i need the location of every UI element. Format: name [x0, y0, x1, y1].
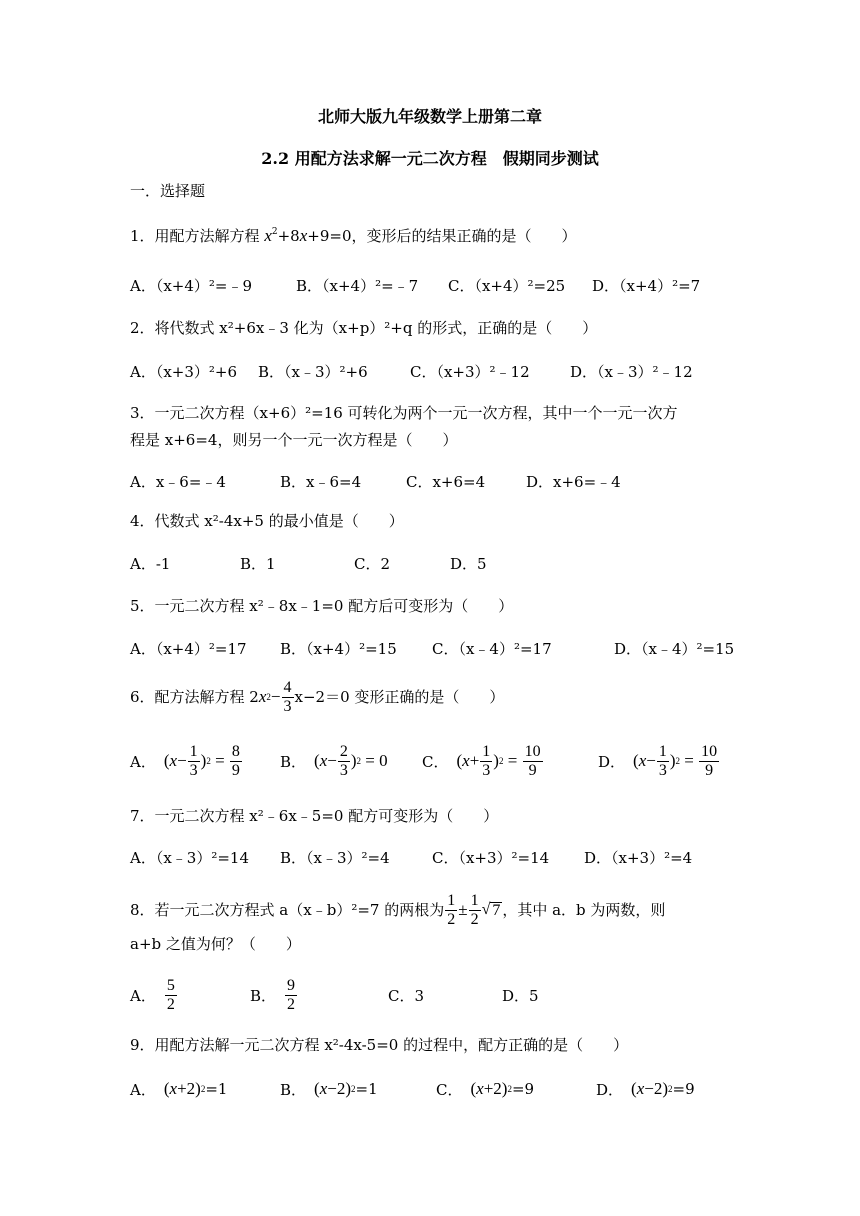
question-8-options: [130, 972, 740, 1018]
question-7-option-a[interactable]: A．（x﹣3）²=14: [130, 848, 250, 867]
question-1: 1．用配方法解方程 $x^2+8x+9=0$，变形后的结果正确的是（ ）: [130, 226, 577, 245]
question-5-option-d[interactable]: D．（x﹣4）²=15: [614, 639, 735, 658]
question-8-option-b[interactable]: B． $\frac{9}{2}$: [250, 976, 296, 1013]
question-4-option-c[interactable]: C．2: [354, 554, 391, 573]
question-3-line-1: 3．一元二次方程（x+6）²=16 可转化为两个一元一次方程，其中一个一元一次方: [130, 404, 678, 422]
question-2-option-d[interactable]: D．（x﹣3）²﹣12: [570, 362, 693, 381]
question-6: 6．配方法解方程 2 x 2 − $\frac{4}{3}$ x−2＝0 变形正确的是（ ）: [130, 678, 505, 715]
question-3-option-b[interactable]: B．x﹣6=4: [280, 472, 362, 491]
question-3-options: [130, 458, 740, 504]
question-4-option-d[interactable]: D．5: [450, 554, 487, 573]
question-2-option-a[interactable]: A．（x+3）²+6: [130, 362, 238, 381]
question-1-option-d[interactable]: D．（x+4）²=7: [592, 276, 701, 295]
question-7-option-b[interactable]: B．（x﹣3）²=4: [280, 848, 390, 867]
question-1-suffix: =0，变形后的结果正确的是（ ）: [329, 227, 577, 245]
question-1-option-c[interactable]: C．（x+4）²=25: [448, 276, 566, 295]
question-5: 5．一元二次方程 x²﹣8x﹣1=0 配方后可变形为（ ）: [130, 597, 514, 615]
question-3-option-a[interactable]: A．x﹣6=﹣4: [130, 472, 226, 491]
question-9-option-d[interactable]: D． ( x −2) 2 =9: [596, 1079, 695, 1099]
question-6-prefix: 6．配方法解方程 2: [130, 688, 259, 706]
question-8-line-1: 8．若一元二次方程式 a（x﹣b）²=7 的两根为 $\frac{1}{2}$ ± $\frac{1}{2}$ √ 7 ，其中 a．b 为两数，则: [130, 891, 666, 928]
question-8-suffix: ，其中 a．b 为两数，则: [502, 901, 666, 919]
document-subtitle: 2.2 用配方法求解一元二次方程 假期同步测试: [261, 149, 599, 168]
question-8-option-d[interactable]: D．5: [502, 986, 539, 1005]
question-6-option-d[interactable]: D． ( x − $\frac{1}{3}$ ) 2 = $\frac{10}{9}$: [598, 742, 718, 779]
question-5-option-a[interactable]: A．（x+4）²=17: [130, 639, 247, 658]
question-7-options: [130, 834, 740, 880]
question-4-options: [130, 540, 740, 586]
question-1-options: [130, 262, 740, 308]
question-3-option-d[interactable]: D．x+6=﹣4: [526, 472, 621, 491]
question-2: 2．将代数式 x²+6x﹣3 化为（x+p）²+q 的形式，正确的是（ ）: [130, 319, 598, 337]
question-8-option-c[interactable]: C．3: [388, 986, 425, 1005]
question-9-option-a[interactable]: A． ( x +2) 2 =1: [130, 1079, 228, 1099]
question-3-line-2: 程是 x+6=4，则另一个一元一次方程是（ ）: [130, 431, 458, 449]
question-9: 9．用配方法解一元二次方程 x²-4x-5=0 的过程中，配方正确的是（ ）: [130, 1036, 629, 1054]
question-1-option-a[interactable]: A．（x+4）²=﹣9: [130, 276, 253, 295]
question-6-suffix: x−2＝0 变形正确的是（ ）: [294, 688, 505, 706]
question-6-option-c[interactable]: C． ( x + $\frac{1}{3}$ ) 2 = $\frac{10}{9}$: [422, 742, 541, 779]
question-4-option-a[interactable]: A．-1: [130, 554, 171, 573]
question-7-option-d[interactable]: D．（x+3）²=4: [584, 848, 693, 867]
question-8-prefix: 8．若一元二次方程式 a（x﹣b）²=7 的两根为: [130, 901, 445, 919]
question-4: 4．代数式 x²-4x+5 的最小值是（ ）: [130, 512, 404, 530]
question-8-line-2: a+b 之值为何？（ ）: [130, 935, 301, 953]
question-4-option-b[interactable]: B．1: [240, 554, 276, 573]
section-heading: 一．选择题: [130, 182, 206, 200]
document-title: 北师大版九年级数学上册第二章: [317, 107, 542, 126]
question-8-option-a[interactable]: A． $\frac{5}{2}$: [130, 976, 175, 1013]
question-7: 7．一元二次方程 x²﹣6x﹣5=0 配方可变形为（ ）: [130, 807, 499, 825]
question-3-option-c[interactable]: C．x+6=4: [406, 472, 486, 491]
question-6-option-a[interactable]: A． ( x − $\frac{1}{3}$ ) 2 = $\frac{8}{9}$: [130, 742, 240, 779]
question-1-option-b[interactable]: B．（x+4）²=﹣7: [296, 276, 419, 295]
question-9-option-b[interactable]: B． ( x −2) 2 =1: [280, 1079, 378, 1099]
question-6-option-b[interactable]: B． ( x − $\frac{2}{3}$ ) 2 = 0: [280, 742, 388, 779]
question-7-option-c[interactable]: C．（x+3）²=14: [432, 848, 550, 867]
question-1-prefix: 1．用配方法解方程: [130, 227, 265, 245]
question-9-options: [130, 1066, 740, 1112]
question-6-options: [130, 738, 740, 784]
question-2-option-b[interactable]: B．（x﹣3）²+6: [258, 362, 368, 381]
question-2-options: [130, 348, 740, 394]
question-9-option-c[interactable]: C． ( x +2) 2 =9: [436, 1079, 535, 1099]
question-2-option-c[interactable]: C．（x+3）²﹣12: [410, 362, 530, 381]
question-5-options: [130, 625, 740, 671]
question-5-option-c[interactable]: C．（x﹣4）²=17: [432, 639, 552, 658]
question-5-option-b[interactable]: B．（x+4）²=15: [280, 639, 397, 658]
